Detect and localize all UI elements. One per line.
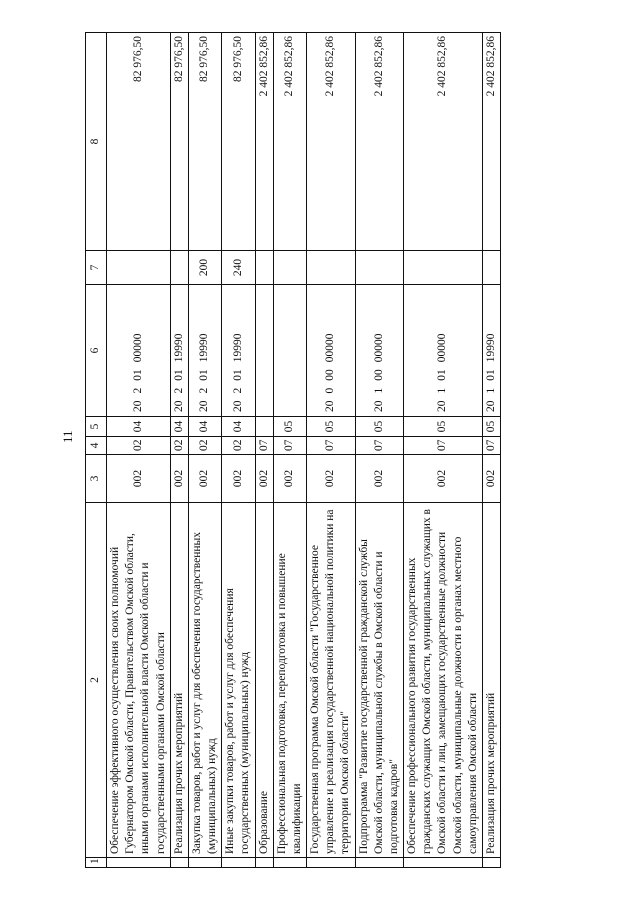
article-code-part: 01 — [198, 369, 211, 381]
cell-section: 02 — [188, 437, 221, 455]
table-row — [404, 33, 483, 868]
article-code-part: 19990 — [172, 333, 185, 363]
cell-section: 07 — [482, 437, 500, 455]
cell-target-article — [107, 285, 171, 417]
article-code-part: 00 — [324, 369, 337, 381]
cell-target-article — [170, 285, 188, 417]
article-code-part: 20 — [131, 400, 144, 412]
column-header: 1 — [86, 858, 107, 868]
cell-subsection: 04 — [222, 417, 255, 437]
cell-name: Профессиональная подготовка, переподготовка и повышение квалификации — [273, 503, 306, 858]
header-row — [86, 33, 107, 868]
rotated-page — [85, 33, 610, 868]
cell-index — [482, 858, 500, 868]
cell-target-article — [404, 285, 483, 417]
cell-admin-code: 002 — [355, 455, 404, 503]
table-row — [255, 33, 273, 868]
cell-name: Реализация прочих мероприятий — [170, 503, 188, 858]
cell-name: Закупка товаров, работ и услуг для обеспечения государственных (муниципальных) нужд — [188, 503, 221, 858]
article-code-part: 00000 — [324, 333, 337, 363]
cell-amount: 2 402 852,86 — [273, 33, 306, 251]
column-header: 2 — [86, 503, 107, 858]
cell-admin-code: 002 — [170, 455, 188, 503]
article-code-part: 20 — [172, 400, 185, 412]
article-code-part: 19990 — [231, 333, 244, 363]
table-row — [222, 33, 255, 868]
cell-target-article — [255, 285, 273, 417]
article-code-part: 19990 — [484, 333, 497, 363]
cell-expense-type — [404, 251, 483, 285]
cell-subsection — [255, 417, 273, 437]
cell-subsection: 05 — [482, 417, 500, 437]
article-code-part: 20 — [198, 400, 211, 412]
article-code-part: 00000 — [436, 333, 449, 363]
cell-name: Подпрограмма "Развитие государственной гражданской службы Омской области, муниципальной службы в Омской области и подготовка кадров" — [355, 503, 404, 858]
article-code-part: 1 — [436, 387, 449, 394]
article-code-part: 2 — [131, 387, 144, 394]
cell-section: 07 — [355, 437, 404, 455]
table-row — [307, 33, 356, 868]
cell-target-article — [273, 285, 306, 417]
cell-expense-type — [355, 251, 404, 285]
budget-table — [85, 32, 501, 868]
column-header: 6 — [86, 285, 107, 417]
cell-target-article — [355, 285, 404, 417]
article-code-part: 01 — [484, 369, 497, 381]
page-number: 11 — [60, 430, 75, 443]
cell-subsection: 05 — [307, 417, 356, 437]
cell-index — [222, 858, 255, 868]
cell-amount: 2 402 852,86 — [255, 33, 273, 251]
cell-section: 02 — [222, 437, 255, 455]
cell-index — [255, 858, 273, 868]
cell-subsection: 04 — [188, 417, 221, 437]
cell-index — [404, 858, 483, 868]
article-code-part: 20 — [436, 400, 449, 412]
cell-section: 07 — [255, 437, 273, 455]
cell-subsection: 05 — [355, 417, 404, 437]
article-code-part: 2 — [231, 387, 244, 394]
cell-subsection: 04 — [107, 417, 171, 437]
article-code-part: 20 — [324, 400, 337, 412]
article-code-part: 00000 — [131, 333, 144, 363]
column-header: 5 — [86, 417, 107, 437]
cell-expense-type — [273, 251, 306, 285]
cell-name: Обеспечение эффективного осуществления своих полномочий Губернатором Омской области, Правительством Омской области, иными органами исполнительной власти Омской области и государственными органами Омской области — [107, 503, 171, 858]
cell-index — [355, 858, 404, 868]
cell-admin-code: 002 — [107, 455, 171, 503]
column-header: 7 — [86, 251, 107, 285]
cell-admin-code: 002 — [188, 455, 221, 503]
table-row — [107, 33, 171, 868]
article-code-part: 1 — [372, 387, 385, 394]
cell-expense-type — [255, 251, 273, 285]
cell-subsection: 05 — [404, 417, 483, 437]
cell-name: Образование — [255, 503, 273, 858]
cell-subsection: 04 — [170, 417, 188, 437]
cell-section: 02 — [170, 437, 188, 455]
article-code-part: 20 — [484, 400, 497, 412]
article-code-part: 20 — [231, 400, 244, 412]
cell-name: Обеспечение профессионального развития государственных гражданских служащих Омской области, муниципальных служащих в Омской области и лиц, замещающих государственные должности Омской области, муниципальные должности в органах местного самоуправления Омской области — [404, 503, 483, 858]
cell-index — [307, 858, 356, 868]
column-header: 3 — [86, 455, 107, 503]
cell-admin-code: 002 — [255, 455, 273, 503]
table-row — [355, 33, 404, 868]
article-code-part: 2 — [172, 387, 185, 394]
cell-amount: 2 402 852,86 — [404, 33, 483, 251]
cell-expense-type: 200 — [188, 251, 221, 285]
article-code-part: 01 — [172, 369, 185, 381]
article-code-part: 1 — [484, 387, 497, 394]
table-row — [273, 33, 306, 868]
cell-expense-type — [170, 251, 188, 285]
cell-target-article — [307, 285, 356, 417]
cell-name: Реализация прочих мероприятий — [482, 503, 500, 858]
cell-admin-code: 002 — [273, 455, 306, 503]
cell-expense-type: 240 — [222, 251, 255, 285]
cell-target-article — [188, 285, 221, 417]
cell-index — [273, 858, 306, 868]
article-code-part: 20 — [372, 400, 385, 412]
cell-admin-code: 002 — [404, 455, 483, 503]
table-row — [170, 33, 188, 868]
article-code-part: 01 — [231, 369, 244, 381]
cell-index — [188, 858, 221, 868]
article-code-part: 00 — [372, 369, 385, 381]
cell-amount: 82 976,50 — [188, 33, 221, 251]
cell-amount: 82 976,50 — [222, 33, 255, 251]
article-code-part: 01 — [436, 369, 449, 381]
article-code-part: 00000 — [372, 333, 385, 363]
cell-section: 07 — [307, 437, 356, 455]
table-row — [188, 33, 221, 868]
cell-target-article — [222, 285, 255, 417]
cell-section: 07 — [273, 437, 306, 455]
cell-name: Государственная программа Омской области "Государственное управление и реализация государственной национальной политики на территории Омской области" — [307, 503, 356, 858]
article-code-part: 01 — [131, 369, 144, 381]
cell-section: 07 — [404, 437, 483, 455]
cell-expense-type — [482, 251, 500, 285]
cell-amount: 2 402 852,86 — [355, 33, 404, 251]
cell-amount: 82 976,50 — [107, 33, 171, 251]
cell-target-article — [482, 285, 500, 417]
cell-index — [170, 858, 188, 868]
cell-subsection: 05 — [273, 417, 306, 437]
cell-amount: 2 402 852,86 — [482, 33, 500, 251]
article-code-part: 19990 — [198, 333, 211, 363]
cell-amount: 2 402 852,86 — [307, 33, 356, 251]
article-code-part: 0 — [324, 387, 337, 394]
cell-section: 02 — [107, 437, 171, 455]
column-header: 8 — [86, 33, 107, 251]
cell-name: Иные закупки товаров, работ и услуг для обеспечения государственных (муниципальных) нужд — [222, 503, 255, 858]
cell-expense-type — [107, 251, 171, 285]
cell-admin-code: 002 — [307, 455, 356, 503]
cell-expense-type — [307, 251, 356, 285]
cell-amount: 82 976,50 — [170, 33, 188, 251]
column-header: 4 — [86, 437, 107, 455]
cell-index — [107, 858, 171, 868]
cell-admin-code: 002 — [222, 455, 255, 503]
article-code-part: 2 — [198, 387, 211, 394]
cell-admin-code: 002 — [482, 455, 500, 503]
table-row — [482, 33, 500, 868]
